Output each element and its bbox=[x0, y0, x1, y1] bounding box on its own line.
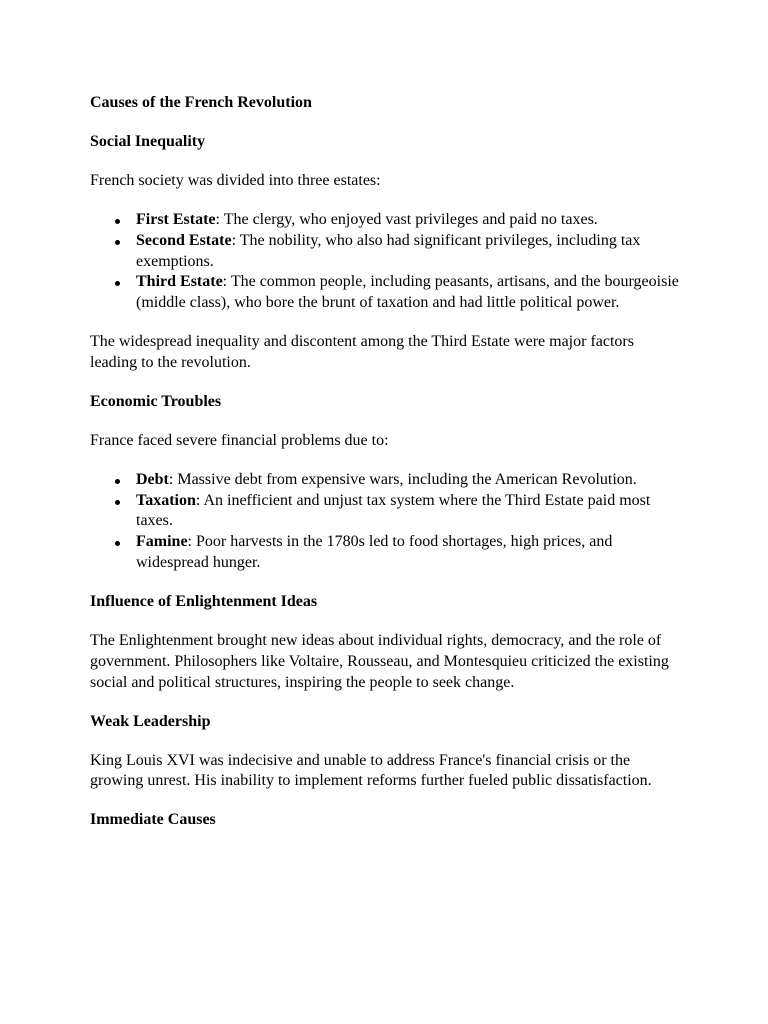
list-item-term: Third Estate bbox=[136, 273, 223, 291]
section-heading-enlightenment: Influence of Enlightenment Ideas bbox=[90, 593, 318, 611]
section-heading-immediate: Immediate Causes bbox=[90, 811, 216, 829]
document-page bbox=[90, 93, 680, 831]
section-heading-economic: Economic Troubles bbox=[90, 392, 222, 410]
list-item-third-estate bbox=[136, 272, 680, 314]
list-item-term: Famine bbox=[136, 533, 188, 551]
list-item-text: : The nobility, who also had significant privileges, including tax exemptions. bbox=[136, 231, 641, 270]
list-item-text: : The common people, including peasants, artisans, and the bourgeoisie (middle class), who bore the brunt of taxation and had little political power. bbox=[136, 273, 679, 312]
list-item-text: : Poor harvests in the 1780s led to food shortages, high prices, and widespread hunger. bbox=[136, 533, 613, 572]
list-item-term: First Estate bbox=[136, 210, 216, 228]
leadership-body: King Louis XVI was indecisive and unable to address France's financial crisis or the growing unrest. His inability to implement reforms further fueled public dissatisfaction. bbox=[90, 751, 652, 790]
list-item-first-estate bbox=[136, 210, 680, 231]
list-item-term: Taxation bbox=[136, 491, 196, 509]
list-item-text: : An inefficient and unjust tax system where the Third Estate paid most taxes. bbox=[136, 491, 651, 530]
social-intro: French society was divided into three estates: bbox=[90, 171, 381, 189]
social-closing: The widespread inequality and discontent among the Third Estate were major factors leading to the revolution. bbox=[90, 333, 634, 371]
section-heading-social: Social Inequality bbox=[90, 132, 206, 150]
section-heading-leadership: Weak Leadership bbox=[90, 712, 211, 730]
list-item-famine bbox=[136, 532, 680, 574]
economic-list bbox=[90, 470, 680, 574]
economic-intro: France faced severe financial problems due to: bbox=[90, 431, 389, 449]
list-item-text: : Massive debt from expensive wars, including the American Revolution. bbox=[168, 470, 637, 488]
list-item-term: Debt bbox=[136, 470, 169, 488]
estates-list bbox=[90, 210, 680, 314]
list-item-taxation bbox=[136, 491, 680, 533]
list-item-term: Second Estate bbox=[136, 231, 232, 249]
enlightenment-body: The Enlightenment brought new ideas about individual rights, democracy, and the role of government. Philosophers like Voltaire, Rousseau, and Montesquieu criticized the existing social and political structures, inspiring the people to seek change. bbox=[90, 632, 669, 691]
document-title: Causes of the French Revolution bbox=[90, 94, 312, 111]
list-item-debt bbox=[136, 470, 680, 491]
list-item-second-estate bbox=[136, 231, 680, 273]
list-item-text: : The clergy, who enjoyed vast privileges and paid no taxes. bbox=[215, 210, 598, 228]
